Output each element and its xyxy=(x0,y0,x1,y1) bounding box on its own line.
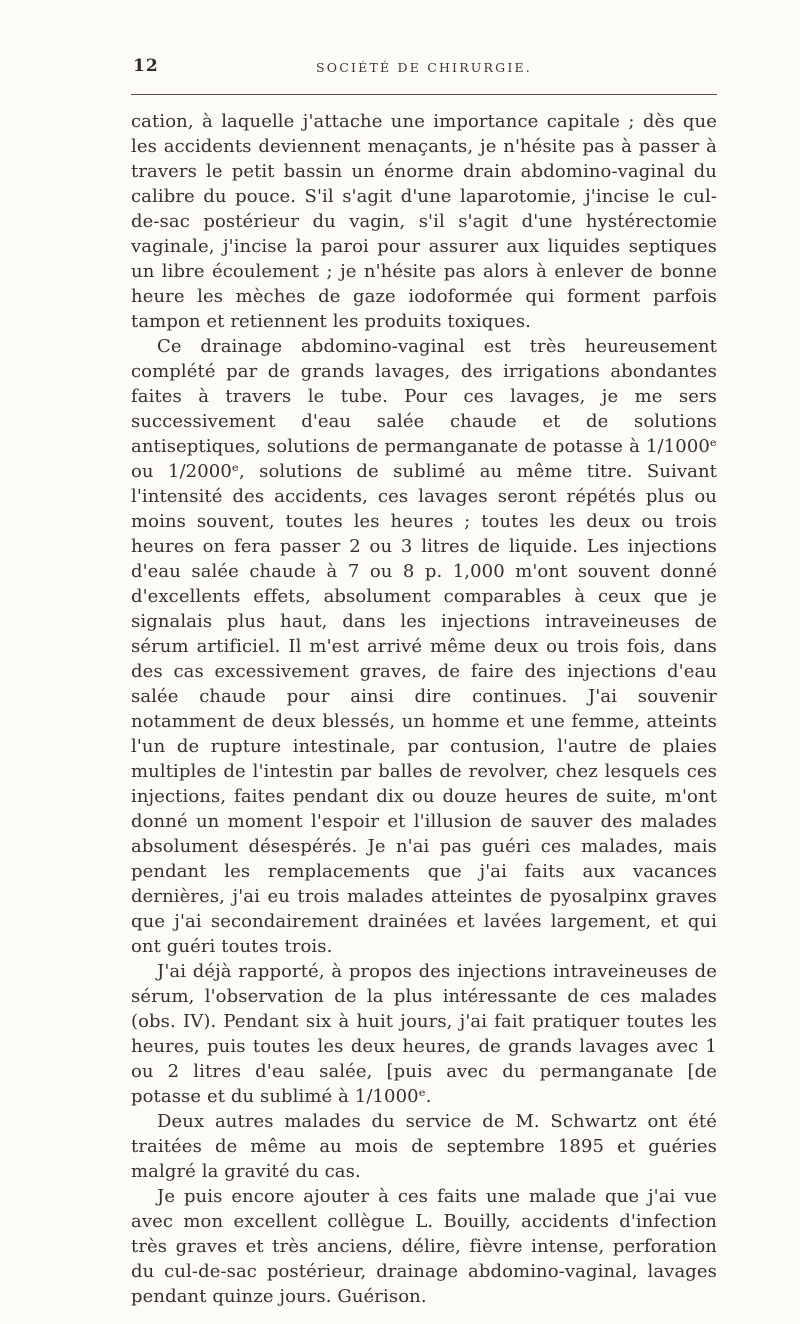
paragraph: cation, à laquelle j'attache une importance capitale ; dès que les accidents deviennent menaçants, je n'hésite pas à passer à travers le petit bassin un énorme drain abdomino-vaginal du calibre du pouce. S'il s'agit d'une laparotomie, j'incise le cul-de-sac postérieur du vagin, s'il s'agit d'une hystérectomie vaginale, j'incise la paroi pour assurer aux liquides septiques un libre écoulement ; je n'hésite pas alors à enlever de bonne heure les mèches de gaze iodoformée qui forment parfois tampon et retiennent les produits toxiques. xyxy=(131,111,717,332)
paragraph: J'ai déjà rapporté, à propos des injections intraveineuses de sérum, l'observation de la plus intéressante de ces malades (obs. IV). Pendant six à huit jours, j'ai fait pratiquer toutes les heures, puis toutes les deux heures, de grands lavages avec 1 ou 2 litres d'eau salée, [puis avec du permanganate [de potasse et du sublimé à 1/1000ᵉ. xyxy=(131,961,717,1107)
page-number: 12 xyxy=(133,56,159,76)
page-body xyxy=(131,109,717,1309)
running-head: SOCIÉTÉ DE CHIRURGIE. xyxy=(316,60,532,75)
paragraph: Ce drainage abdomino-vaginal est très heureusement complété par de grands lavages, des irrigations abondantes faites à travers le tube. Pour ces lavages, je me sers successivement d'eau salée chaude et de solutions antiseptiques, solutions de permanganate de potasse à 1/1000ᵉ ou 1/2000ᵉ, solutions de sublimé au même titre. Suivant l'intensité des accidents, ces lavages seront répétés plus ou moins souvent, toutes les heures ; toutes les deux ou trois heures on fera passer 2 ou 3 litres de liquide. Les injections d'eau salée chaude à 7 ou 8 p. 1,000 m'ont souvent donné d'excellents effets, absolument comparables à ceux que je signalais plus haut, dans les injections intraveineuses de sérum artificiel. Il m'est arrivé même deux ou trois fois, dans des cas excessivement graves, de faire des injections d'eau salée chaude pour ainsi dire continues. J'ai souvenir notamment de deux blessés, un homme et une femme, atteints l'un de rupture intestinale, par contusion, l'autre de plaies multiples de l'intestin par balles de revolver, chez lesquels ces injections, faites pendant dix ou douze heures de suite, m'ont donné un moment l'espoir et l'illusion de sauver des malades absolument désespérés. Je n'ai pas guéri ces malades, mais pendant les remplacements que j'ai faits aux vacances dernières, j'ai eu trois malades atteintes de pyosalpinx graves que j'ai secondairement drainées et lavées largement, et qui ont guéri toutes trois. xyxy=(131,336,717,957)
header-rule xyxy=(131,94,717,95)
page-header xyxy=(131,56,717,82)
paragraph: Je puis encore ajouter à ces faits une malade que j'ai vue avec mon excellent collègue L. Bouilly, accidents d'infection très graves et très anciens, délire, fièvre intense, perforation du cul-de-sac postérieur, drainage abdomino-vaginal, lavages pendant quinze jours. Guérison. xyxy=(131,1186,717,1307)
paragraph: Deux autres malades du service de M. Schwartz ont été traitées de même au mois de septembre 1895 et guéries malgré la gravité du cas. xyxy=(131,1111,717,1182)
